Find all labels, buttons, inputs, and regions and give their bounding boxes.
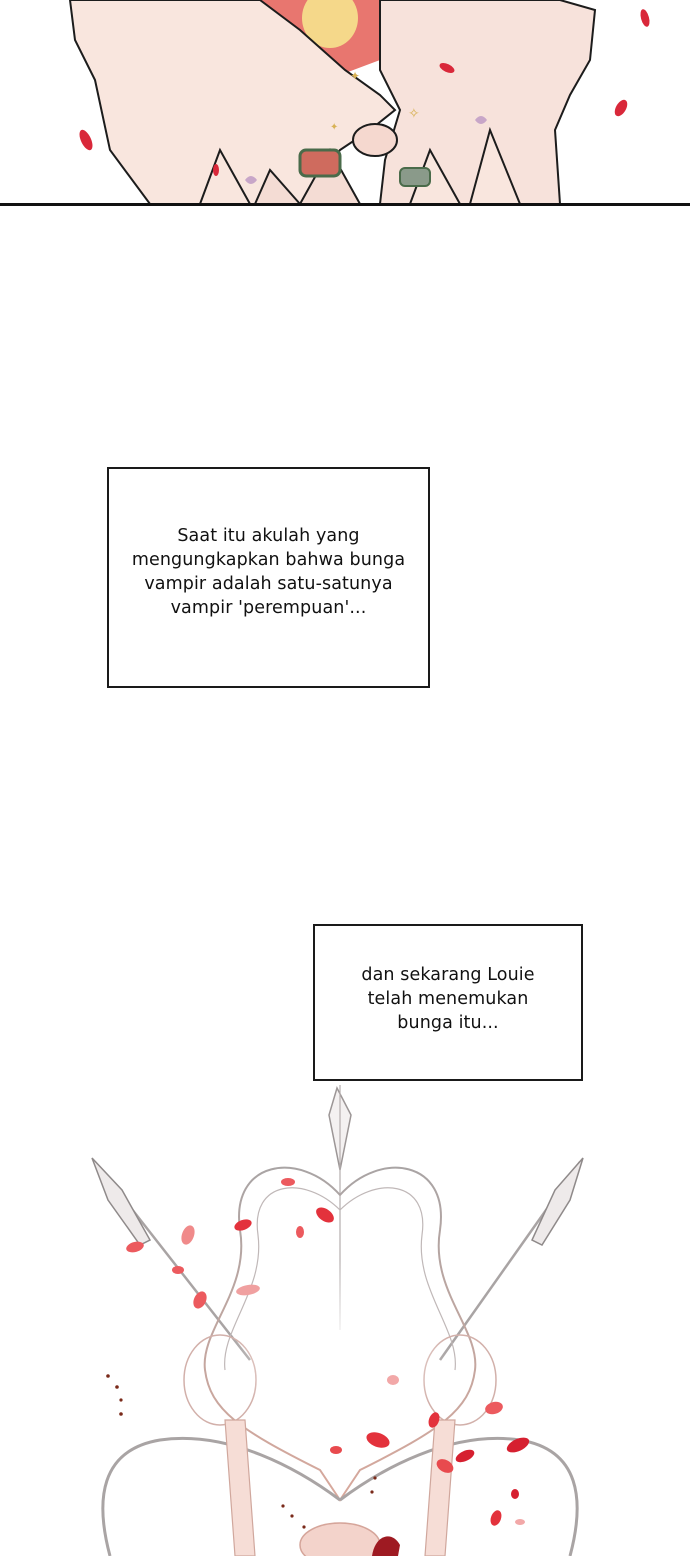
hands-illustration [0,0,690,206]
narration-caption-box [313,924,583,1081]
caption-line: mengungkapkan bahwa bunga [131,549,406,570]
narration-text [361,963,534,1035]
narration-text [132,524,405,620]
svg-text:✦: ✦ [330,122,339,133]
narration-caption-box [107,467,430,688]
panel-border-line [0,203,690,206]
svg-text:✦: ✦ [350,69,361,83]
caption-line: vampir adalah satu-satunya [144,573,393,594]
caption-line: bunga itu... [397,1012,499,1033]
caption-line: vampir 'perempuan'... [170,597,367,618]
hands-illustration-panel [0,0,690,206]
crest-illustration-panel [0,1082,690,1556]
caption-line: Saat itu akulah yang [177,525,360,546]
caption-line: dan sekarang Louie [361,964,535,985]
crest-illustration [0,1082,690,1556]
svg-text:✧: ✧ [408,106,420,122]
caption-line: telah menemukan [367,988,529,1009]
